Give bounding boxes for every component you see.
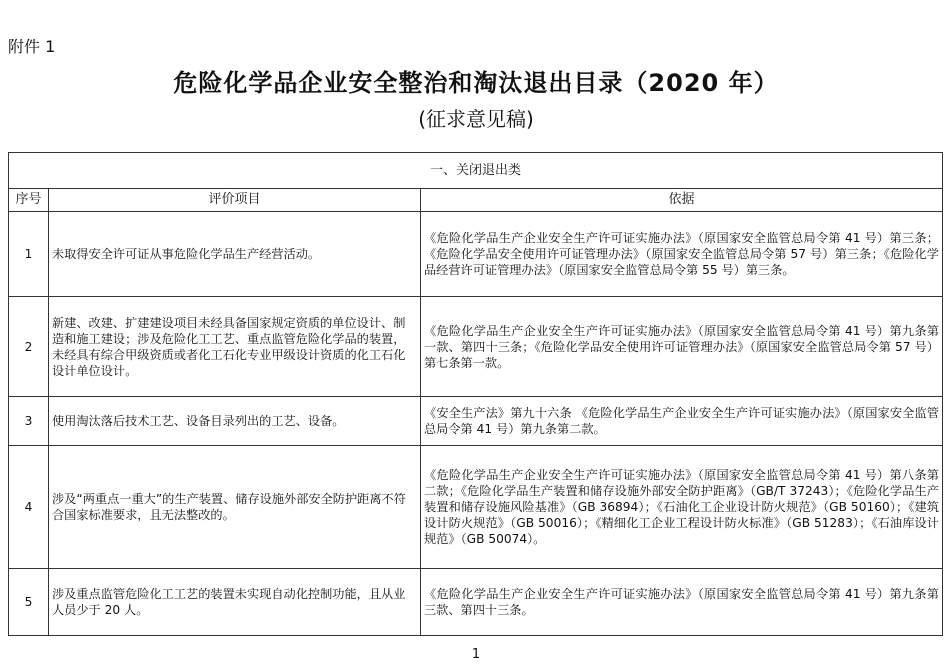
row-item: 使用淘汰落后技术工艺、设备目录列出的工艺、设备。: [49, 397, 421, 446]
row-item: 未取得安全许可证从事危险化学品生产经营活动。: [49, 212, 421, 297]
table-row: [9, 297, 943, 397]
row-number: 4: [9, 446, 49, 569]
table-row: [9, 212, 943, 297]
page-number: 1: [471, 647, 481, 662]
column-header-number: 序号: [9, 189, 49, 212]
column-header-basis: 依据: [421, 189, 943, 212]
row-number: 1: [9, 212, 49, 297]
section-row: [9, 153, 943, 189]
column-header-item: 评价项目: [49, 189, 421, 212]
row-item: 涉及“两重点一重大”的生产装置、储存设施外部安全防护距离不符合国家标准要求，且无法整改的。: [49, 446, 421, 569]
table-row: [9, 446, 943, 569]
row-number: 5: [9, 569, 49, 636]
row-number: 3: [9, 397, 49, 446]
table-row: [9, 397, 943, 446]
row-basis: 《危险化学品生产企业安全生产许可证实施办法》（原国家安全监管总局令第 41 号）第三条；《危险化学品安全使用许可证管理办法》（原国家安全监管总局令第 57 号）第三条；《危险化学品经营许可证管理办法》（原国家安全监管总局令第 55 号）第三条。: [421, 212, 943, 297]
row-basis: 《危险化学品生产企业安全生产许可证实施办法》（原国家安全监管总局令第 41 号）第九条第一款、第四十三条；《危险化学品安全使用许可证管理办法》（原国家安全监管总局令第 57 号）第七条第一款。: [421, 297, 943, 397]
row-number: 2: [9, 297, 49, 397]
row-basis: 《安全生产法》第九十六条 《危险化学品生产企业安全生产许可证实施办法》（原国家安全监管总局令第 41 号）第九条第二款。: [421, 397, 943, 446]
catalog-table: [8, 152, 943, 636]
section-title: 一、关闭退出类: [9, 153, 943, 189]
header-row: [9, 189, 943, 212]
row-basis: 《危险化学品生产企业安全生产许可证实施办法》（原国家安全监管总局令第 41 号）第八条第二款；《危险化学品生产装置和储存设施外部安全防护距离》（GB/T 37243）；《危险化学品生产装置和储存设施风险基准》（GB 36894）；《石油化工企业设计防火规范》（GB 50160）；《建筑设计防火规范》（GB 50016）；《精细化工企业工程设计防火标准》（GB 51283）；《石油库设计规范》（GB 50074）。: [421, 446, 943, 569]
page-title: 危险化学品企业安全整治和淘汰退出目录（2020 年）: [173, 69, 779, 97]
row-item: 新建、改建、扩建建设项目未经具备国家规定资质的单位设计、制造和施工建设；涉及危险化工工艺、重点监管危险化学品的装置，未经具有综合甲级资质或者化工石化专业甲级设计资质的化工石化设计单位设计。: [49, 297, 421, 397]
table-row: [9, 569, 943, 636]
page-subtitle: (征求意见稿): [418, 107, 534, 131]
row-item: 涉及重点监管危险化工工艺的装置未实现自动化控制功能，且从业人员少于 20 人。: [49, 569, 421, 636]
annex-label: 附件 1: [8, 37, 56, 56]
row-basis: 《危险化学品生产企业安全生产许可证实施办法》（原国家安全监管总局令第 41 号）第九条第三款、第四十三条。: [421, 569, 943, 636]
